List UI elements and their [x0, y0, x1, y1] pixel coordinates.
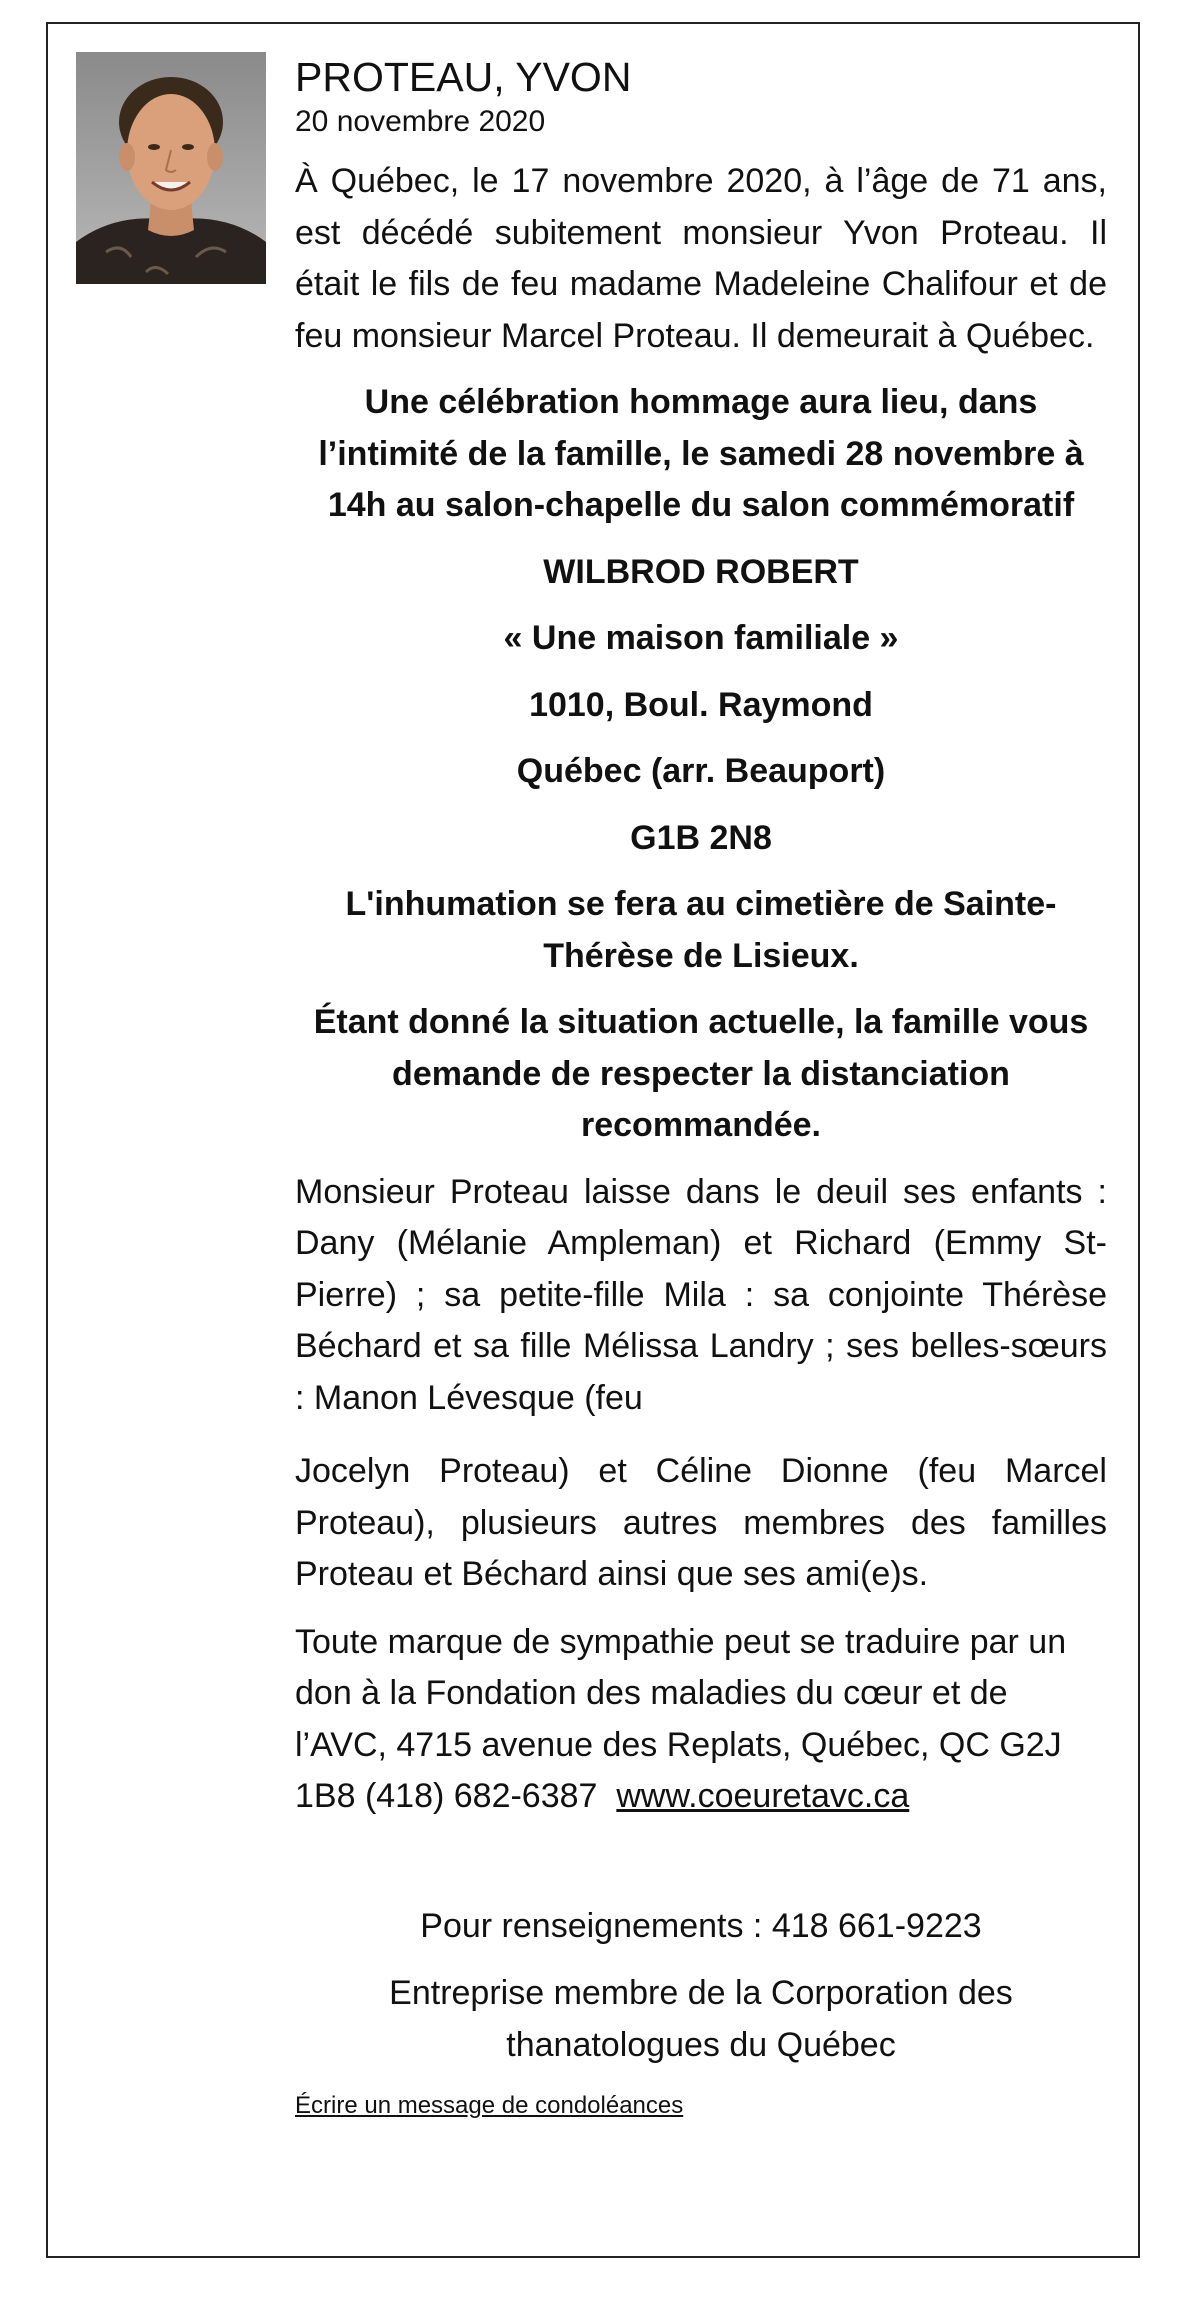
donation-paragraph [295, 1617, 1107, 1823]
address-postal-code: G1B 2N8 [630, 818, 772, 857]
donation-text: Toute marque de sympathie peut se traduire par un don à la Fondation des maladies du cœur et de l’AVC, 4715 avenue des Replats, Québec, QC G2J 1B8 (418) 682-6387 [295, 1622, 1067, 1815]
funeral-home-name: WILBROD ROBERT [543, 552, 859, 591]
condolences-link[interactable]: Écrire un message de condoléances [295, 2092, 684, 2119]
address-street: 1010, Boul. Raymond [529, 685, 873, 724]
info-phone: Pour renseignements : 418 661-9223 [420, 1906, 982, 1945]
family-paragraph-2: Jocelyn Proteau) et Céline Dionne (feu Marcel Proteau), plusieurs autres membres des familles Proteau et Béchard ainsi que ses ami(e)s. [295, 1452, 1107, 1593]
publication-date: 20 novembre 2020 [295, 105, 546, 138]
distancing-notice: Étant donné la situation actuelle, la famille vous demande de respecter la distanciation recommandée. [313, 1003, 1089, 1144]
portrait-photo [76, 52, 266, 284]
obituary-content [295, 50, 1107, 2121]
family-paragraph-1: Monsieur Proteau laisse dans le deuil ses enfants : Dany (Mélanie Ampleman) et Richard (Emmy St-Pierre) ; sa petite-fille Mila : sa conjointe Thérèse Béchard et sa fille Mélissa Landry ; ses belles-sœurs : Manon Lévesque (feu [295, 1172, 1107, 1417]
funeral-home-slogan: « Une maison familiale » [503, 619, 899, 657]
intro-paragraph: À Québec, le 17 novembre 2020, à l’âge de 71 ans, est décédé subitement monsieur Yvon Proteau. Il était le fils de feu madame Madeleine Chalifour et de feu monsieur Marcel Proteau. Il demeurait à Québec. [295, 162, 1107, 355]
celebration-notice: Une célébration hommage aura lieu, dans l’intimité de la famille, le samedi 28 novembre à 14h au salon-chapelle du salon commémoratif [318, 383, 1084, 524]
deceased-name: PROTEAU, YVON [295, 54, 632, 100]
membership-notice: Entreprise membre de la Corporation des thanatologues du Québec [389, 1974, 1013, 2064]
donation-link[interactable]: www.coeuretavc.ca [616, 1777, 910, 1815]
burial-notice: L'inhumation se fera au cimetière de Sainte-Thérèse de Lisieux. [345, 885, 1057, 975]
address-city: Québec (arr. Beauport) [516, 752, 886, 790]
